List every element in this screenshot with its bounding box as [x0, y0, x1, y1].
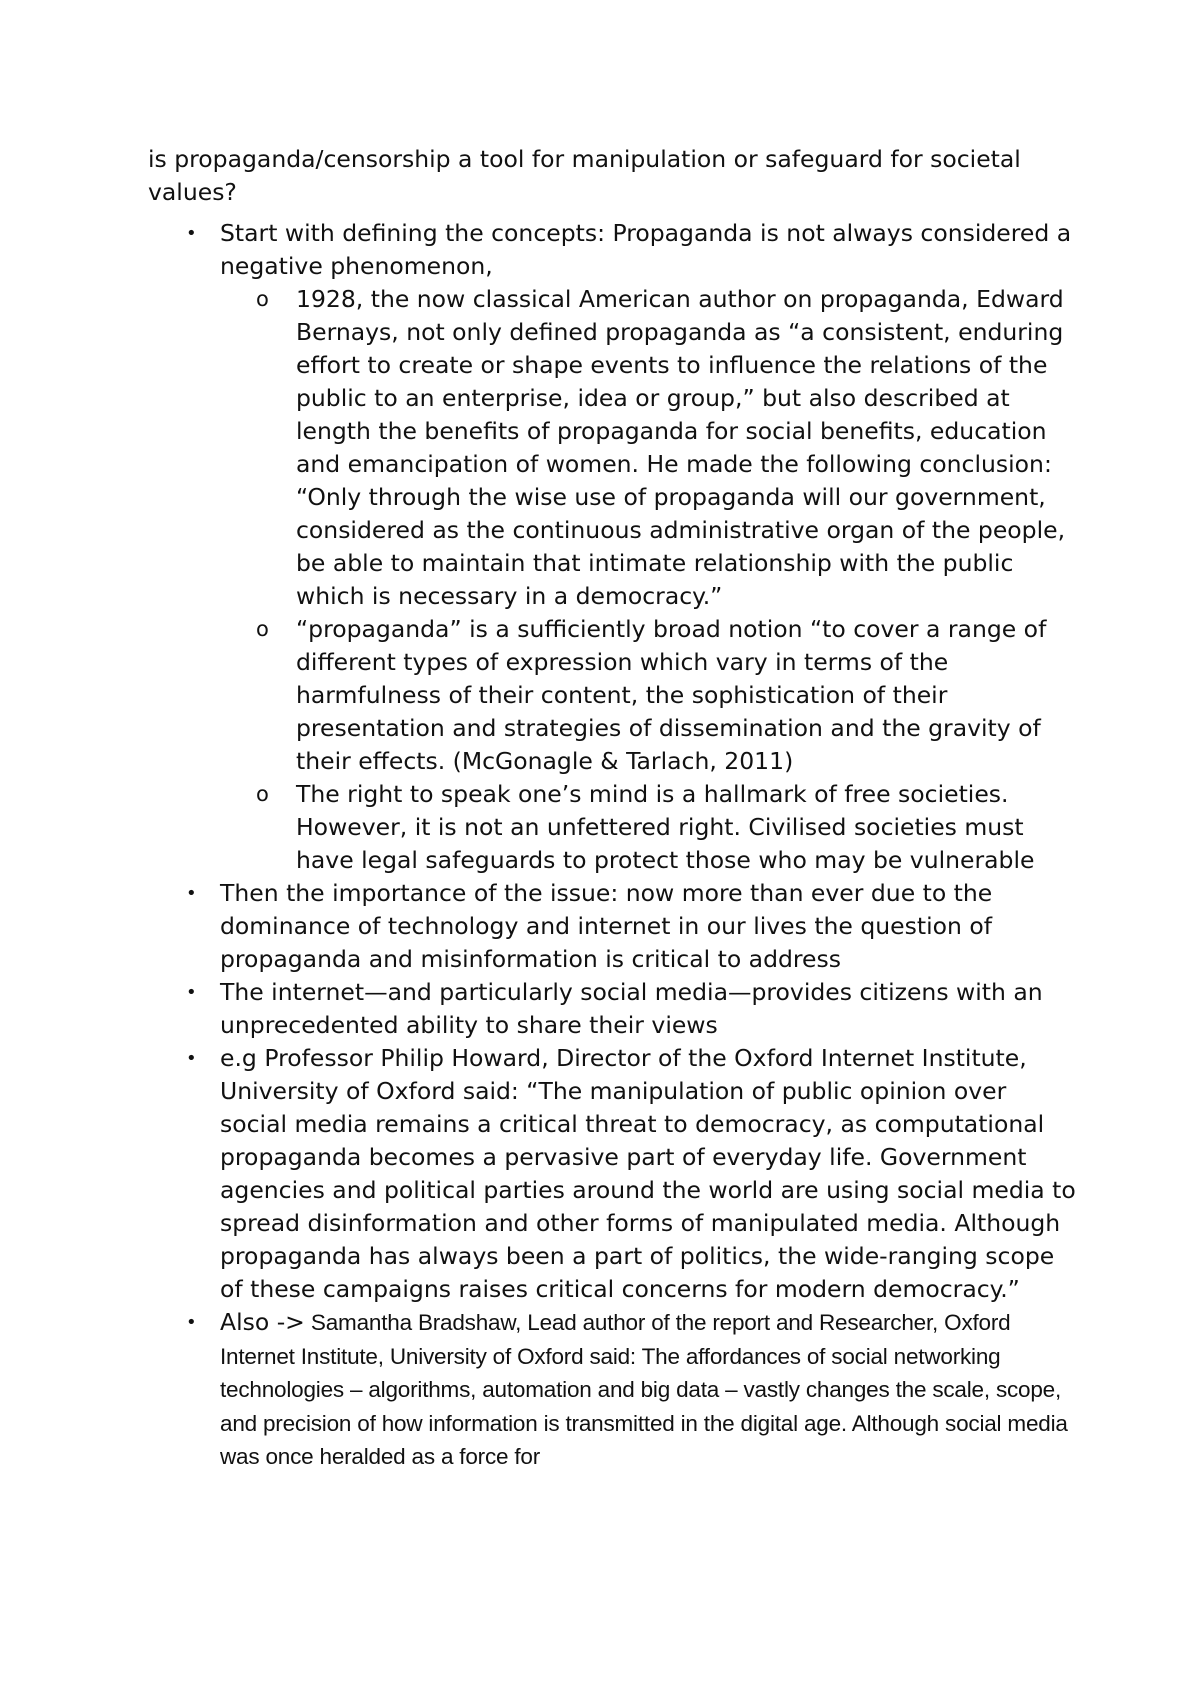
sub-list-item: [220, 283, 1078, 613]
list-item: [148, 1042, 1078, 1306]
bullet-icon: •: [186, 982, 197, 1003]
sub-bullet-icon: o: [256, 782, 269, 806]
list-item: [148, 976, 1078, 1042]
list-item-text: e.g Professor Philip Howard, Director of the Oxford Internet Institute, University of Oxford said: “The manipulation of public opinion over social media remains a critical threat to democracy, as computational propaganda becomes a pervasive part of everyday life. Government agencies and political parties around the world are using social media to spread disinformation and other forms of manipulated media. Although propaganda has always been a part of politics, the wide-ranging scope of these campaigns raises critical concerns for modern democracy.”: [220, 1044, 1076, 1303]
sub-list-item-text: 1928, the now classical American author on propaganda, Edward Bernays, not only defined propaganda as “a consistent, enduring effort to create or shape events to influence the relations of the public to an enterprise, idea or group,” but also described at length the benefits of propaganda for social benefits, education and emancipation of women. He made the following conclusion: “Only through the wise use of propaganda will our government, considered as the continuous administrative organ of the people, be able to maintain that intimate relationship with the public which is necessary in a democracy.”: [296, 285, 1066, 610]
bullet-icon: •: [186, 883, 197, 904]
sub-bullet-icon: o: [256, 287, 269, 311]
sub-bullet-list: [220, 283, 1078, 877]
sub-list-item-text: “propaganda” is a sufficiently broad notion “to cover a range of different types of expression which vary in terms of the harmfulness of their content, the sophistication of their presentation and strategies of dissemination and the gravity of their effects. (McGonagle & Tarlach, 2011): [296, 615, 1047, 775]
bullet-icon: •: [186, 1312, 197, 1333]
sub-list-item-text: The right to speak one’s mind is a hallmark of free societies. However, it is not an unfettered right. Civilised societies must have legal safeguards to protect those who may be vulnerable: [296, 780, 1035, 874]
list-item-text: Start with defining the concepts: Propaganda is not always considered a negative phenomenon,: [220, 219, 1072, 280]
main-bullet-list: [148, 217, 1078, 1474]
list-item: [148, 877, 1078, 976]
sub-list-item: [220, 778, 1078, 877]
list-item: [148, 217, 1078, 877]
list-item-text: The internet—and particularly social media—provides citizens with an unprecedented ability to share their views: [220, 978, 1043, 1039]
list-item-text: Samantha Bradshaw, Lead author of the report and Researcher, Oxford Internet Institute, University of Oxford said: The affordances of social networking technologies – algorithms, automation and big data – vastly changes the scale, scope, and precision of how information is transmitted in the digital age. Although social media was once heralded as a force for: [220, 1310, 1068, 1469]
bullet-icon: •: [186, 223, 197, 244]
document-body: [148, 143, 1078, 1474]
list-item-lead: Also ->: [220, 1308, 305, 1336]
sub-bullet-icon: o: [256, 617, 269, 641]
bullet-icon: •: [186, 1048, 197, 1069]
list-item-text: Then the importance of the issue: now more than ever due to the dominance of technology and internet in our lives the question of propaganda and misinformation is critical to address: [220, 879, 993, 973]
sub-list-item: [220, 613, 1078, 778]
document-title: is propaganda/censorship a tool for manipulation or safeguard for societal values?: [148, 145, 1021, 206]
list-item: [148, 1306, 1078, 1474]
